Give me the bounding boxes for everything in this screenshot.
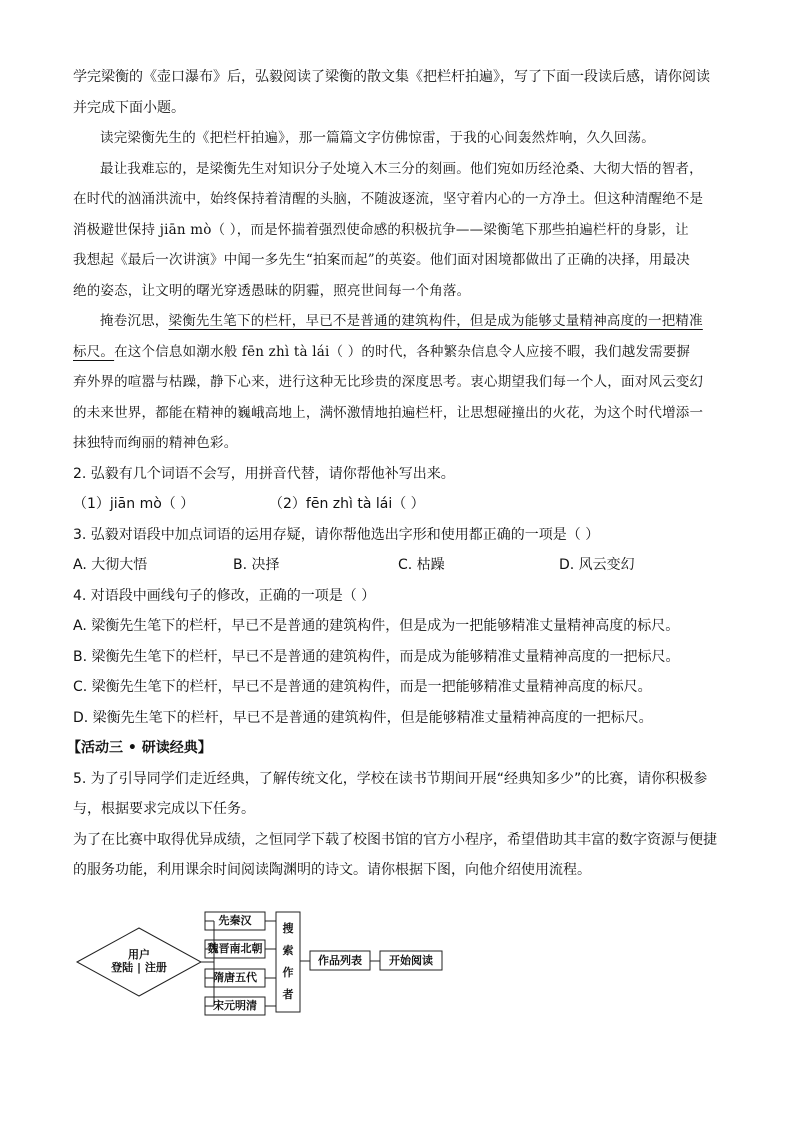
underlined-sentence-part-2: 标尺。: [73, 343, 115, 360]
question-4-option-d: D. 梁衡先生笔下的栏杆，早已不是普通的建筑构件，但是能够精准丈量精神高度的一把标尺。: [73, 709, 653, 726]
intro-line-1: 学完梁衡的《壶口瀑布》后，弘毅阅读了梁衡的散文集《把栏杆拍遍》，写了下面一段读后感，请你阅读: [73, 69, 710, 85]
dynasty-songyuan: 宋元明清: [213, 999, 257, 1012]
dynasty-weijin: 魏晋南北朝: [207, 942, 263, 955]
activity-3-heading: 【活动三 • 研读经典】: [67, 740, 212, 756]
underlined-sentence-part-1: 梁衡先生笔下的栏杆，早已不是普通的建筑构件，但是成为能够丈量精神高度的一把精准: [168, 313, 703, 329]
question-3-option-b: B. 决择: [233, 557, 280, 573]
essay-paragraph-1: 读完梁衡先生的《把栏杆拍遍》，那一篇篇文字仿佛惊雷，于我的心间轰然炸响，久久回荡。: [100, 130, 655, 146]
essay-paragraph-3-line-5: 抹独特而绚丽的精神色彩。: [73, 435, 238, 451]
dynasty-xianqinhan: 先秦汉: [218, 914, 252, 927]
question-4-stem: 4. 对语段中画线句子的修改，正确的一项是（ ）: [73, 587, 376, 604]
essay-paragraph-3-line-1: [73, 306, 723, 337]
essay-paragraph-3-line-3: 弃外界的喧嚣与枯躁，静下心来，进行这种无比珍贵的深度思考。衷心期望我们每一个人，面对风云变幻: [73, 374, 704, 390]
essay-paragraph-3-line-4: 的未来世界，都能在精神的巍峨高地上，满怀激情地拍遍栏杆，让思想碰撞出的火花，为这个时代增添一: [73, 404, 704, 421]
essay-p3-line-2-rest: 在这个信息如潮水般 fēn zhì tà lái（ ）的时代，各种繁杂信息令人应接不暇，我们越发需要摒: [114, 343, 691, 360]
dynasty-suitang: 隋唐五代: [213, 971, 257, 984]
intro-line-2: 并完成下面小题。: [73, 99, 185, 116]
question-4-option-c: C. 梁衡先生笔下的栏杆，早已不是普通的建筑构件，而是一把能够精准丈量精神高度的标尺。: [73, 679, 652, 695]
question-2-blank-1: （1）jiān mò（ ）: [73, 496, 195, 512]
question-3-option-a: A. 大彻大悟: [73, 557, 148, 573]
question-2-stem: 2. 弘毅有几个词语不会写，用拼音代替，请你帮他补写出来。: [73, 465, 455, 482]
question-5-line-2: 与，根据要求完成以下任务。: [73, 801, 255, 817]
essay-paragraph-2-line-2: 在时代的汹涌洪流中，始终保持着清醒的头脑，不随波逐流，坚守着内心的一方净土。但这种清醒绝不是: [73, 191, 704, 207]
question-2-blank-2: （2）fēn zhì tà lái（ ）: [269, 496, 425, 512]
question-4-option-a: A. 梁衡先生笔下的栏杆，早已不是普通的建筑构件，但是成为一把能够精准丈量精神高度的标尺。: [73, 618, 680, 634]
question-5-line-3: 为了在比赛中取得优异成绩，之恒同学下载了校图书馆的官方小程序，希望借助其丰富的数字资源与便捷: [73, 831, 717, 848]
question-2-blanks: [73, 489, 723, 520]
document-page: [67, 62, 723, 886]
essay-paragraph-2-line-5: 绝的姿态，让文明的曙光穿透愚昧的阴霾，照亮世间每一个角落。: [73, 282, 471, 299]
question-4-option-b: B. 梁衡先生笔下的栏杆，早已不是普通的建筑构件，而是成为能够精准丈量精神高度的一把标尺。: [73, 648, 680, 665]
question-5-line-1: 5. 为了引导同学们走近经典，了解传统文化，学校在读书节期间开展“经典知多少”的比赛，请你积极参: [73, 770, 708, 787]
start-reading-label: 开始阅读: [389, 954, 433, 967]
user-login-label: 用户 登陆 | 注册: [111, 948, 167, 974]
essay-paragraph-3-line-2: [73, 337, 723, 368]
essay-paragraph-2-line-1: 最让我难忘的，是梁衡先生对知识分子处境入木三分的刻画。他们宛如历经沧桑、大彻大悟的智者，: [100, 160, 703, 177]
question-3-option-d: D. 风云变幻: [559, 557, 635, 573]
essay-p3-lead: 掩卷沉思，: [100, 313, 169, 329]
essay-paragraph-2-line-3: 消极避世保持 jiān mò（ ），而是怀揣着强烈使命感的积极抗争——梁衡笔下那些拍遍栏杆的身影，让: [73, 221, 689, 238]
usage-flowchart: [73, 908, 453, 1020]
question-3-option-c: C. 枯躁: [398, 557, 445, 573]
essay-paragraph-2-line-4: 我想起《最后一次讲演》中闻一多先生“拍案而起”的英姿。他们面对困境都做出了正确的决择，用最决: [73, 252, 691, 268]
question-5-line-4: 的服务功能，利用课余时间阅读陶渊明的诗文。请你根据下图，向他介绍使用流程。: [73, 862, 591, 878]
question-3-stem: 3. 弘毅对语段中加点词语的运用存疑，请你帮他选出字形和使用都正确的一项是（ ）: [73, 526, 600, 543]
search-author-label: 搜 索 作 者: [282, 922, 294, 1001]
question-3-options: [73, 550, 723, 581]
works-list-label: 作品列表: [318, 954, 362, 967]
